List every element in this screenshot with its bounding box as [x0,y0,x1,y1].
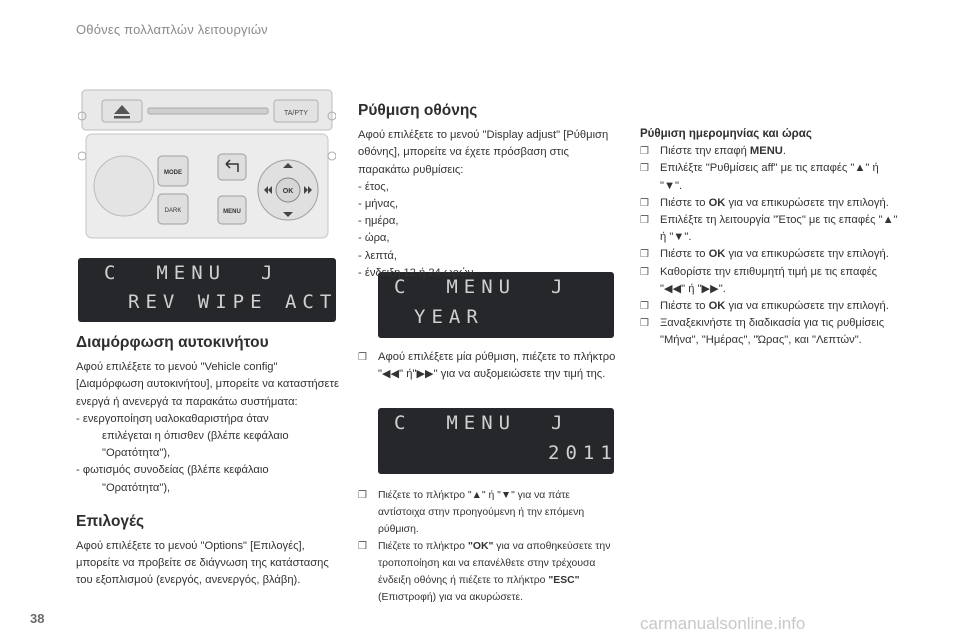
menu-button-label: MENU [223,209,241,215]
display-adjust-intro: Αφού επιλέξετε το μενού "Display adjust" [Ρύθμιση οθόνης], μπορείτε να έχετε πρόσβαση στις παρακάτω ρυθμίσεις: [358,129,609,176]
step-text: για να επικυρώσετε την επιλογή. [725,196,889,209]
step-text: Πιέστε το [660,300,709,313]
vehicle-config-item-cont: επιλέγεται η όπισθεν (βλέπε κεφάλαιο "Ορατότητα"), [102,430,289,460]
ok-key-label: OK [708,196,726,209]
dark-button-label: DARK [164,208,182,214]
step-text: Επιλέξτε τη λειτουργία "Έτος" με τις επαφές "▲" ή "▼". [660,214,898,244]
display-adjust-item: - έτος, [358,180,389,193]
watermark: carmanualsonline.info [640,614,806,633]
vehicle-config-item: - φωτισμός συνοδείας (βλέπε κεφάλαιο [76,464,269,477]
vehicle-config-intro: Αφού επιλέξετε το μενού "Vehicle config" [Διαμόρφωση αυτοκινήτου], μπορείτε να καταστήσετε ενεργά ή ανενεργά τα παρακάτω συστήματα: [76,361,339,408]
step-text: Καθορίστε την επιθυμητή τιμή με τις επαφές "◀◀" ή "▶▶". [660,265,878,295]
lcd-line: REV WIPE ACT [128,291,338,313]
options-text: Αφού επιλέξετε το μενού "Options" [Επιλογές], μπορείτε να προβείτε σε διάγνωση της κατάστασης του εξοπλισμού (ενεργός, ανενεργός, βλάβη). [76,540,329,587]
bullet-item [358,349,616,383]
step-item [640,298,898,315]
bullet-marker-icon: ❒ [640,197,649,209]
lcd-display-menu-2011 [378,408,618,474]
bullet-text: Πιέζετε το πλήκτρο "▲" ή "▼" για να πάτε αντίστοιχα στην προηγούμενη ή την επόμενη ρύθμιση. [378,490,585,535]
lcd-line: 2011 [548,442,618,464]
step-item [640,264,898,298]
lcd-display-menu-rev-wipe [78,258,336,322]
lcd-line: C MENU J [104,262,279,284]
step-text: για να επικυρώσετε την επιλογή. [725,248,889,261]
bullet-marker-icon: ❒ [640,266,649,278]
ok-button-label: OK [282,188,294,195]
display-adjust-item: - μήνας, [358,198,399,211]
middle-bullet-block-2 [358,487,620,606]
menu-key-label: MENU [749,145,783,158]
bullet-marker-icon: ❒ [640,146,649,158]
back-button[interactable] [218,154,246,180]
bullet-item [358,487,620,538]
lcd-line: C MENU J [394,276,569,298]
vehicle-config-item-cont: "Ορατότητα"), [102,481,171,494]
middle-bullet-block-1 [358,349,616,383]
step-text: Πιέστε το [660,196,709,209]
bullet-marker-icon: ❒ [640,249,649,261]
audio-control-panel-illustration [78,86,336,244]
display-adjust-item: - ημέρα, [358,215,399,228]
step-item [640,143,898,160]
bullet-marker-icon: ❒ [640,163,649,175]
bullet-text-pre: Πιέζετε το πλήκτρο [378,541,468,552]
esc-key-label: "ESC" [548,575,580,586]
step-item [640,246,898,263]
mode-button-label: MODE [164,170,182,176]
step-item [640,315,898,349]
step-text: . [782,145,786,158]
bullet-item [358,538,620,606]
bullet-marker-icon: ❒ [640,318,649,330]
step-item [640,212,898,246]
bullet-marker-icon: ❒ [640,301,649,313]
ok-key-label: OK [708,300,726,313]
lcd-line: YEAR [414,306,484,328]
bullet-marker-icon: ❒ [358,541,367,552]
vehicle-config-title: Διαμόρφωση αυτοκινήτου [76,334,269,351]
left-column [76,334,344,590]
options-title: Επιλογές [76,512,145,530]
right-column [640,126,898,350]
bullet-marker-icon: ❒ [640,215,649,227]
step-item [640,195,898,212]
middle-column [358,102,612,282]
page-number: 38 [30,611,45,626]
ok-key-label: OK [708,248,726,261]
ok-key-label: "OK" [467,541,494,552]
step-text: Επιλέξτε "Ρυθμίσεις aff" με τις επαφές "▲" ή "▼". [660,162,879,192]
ta-pty-button-label: TA/PTY [284,110,308,117]
display-adjust-title: Ρύθμιση οθόνης [358,102,478,119]
lcd-line: C MENU J [394,412,569,434]
page-header: Οθόνες πολλαπλών λειτουργιών [76,22,268,37]
display-adjust-item: - λεπτά, [358,249,397,262]
display-adjust-item: - ένδειξη 12 ή 24 ωρών. [358,266,477,279]
bullet-marker-icon: ❒ [358,352,367,363]
vehicle-config-item: - ενεργοποίηση υαλοκαθαριστήρα όταν [76,412,269,425]
step-item [640,160,898,194]
step-text: Πιέστε την επαφή [660,145,750,158]
bullet-text-post: (Επιστροφή) για να ακυρώσετε. [378,592,524,603]
step-text: Πιέστε το [660,248,709,261]
bullet-text-mid: για να αποθηκεύσετε την τροποποίηση και να επανέλθετε στην τρέχουσα ένδειξη οθόνης ή πιέζετε το πλήκτρο [378,541,611,586]
step-text: Ξαναξεκινήστε τη διαδικασία για τις ρυθμίσεις "Μήνα", "Ημέρας", "Ώρας", και "Λεπτών". [660,317,885,347]
bullet-text: Αφού επιλέξετε μία ρύθμιση, πιέζετε το πλήκτρο "◀◀" ή"▶▶" για να αυξομειώσετε την τιμή της. [378,351,616,381]
step-text: για να επικυρώσετε την επιλογή. [725,300,889,313]
bullet-marker-icon: ❒ [358,490,367,501]
date-time-title: Ρύθμιση ημερομηνίας και ώρας [640,128,812,140]
display-adjust-item: - ώρα, [358,232,390,245]
